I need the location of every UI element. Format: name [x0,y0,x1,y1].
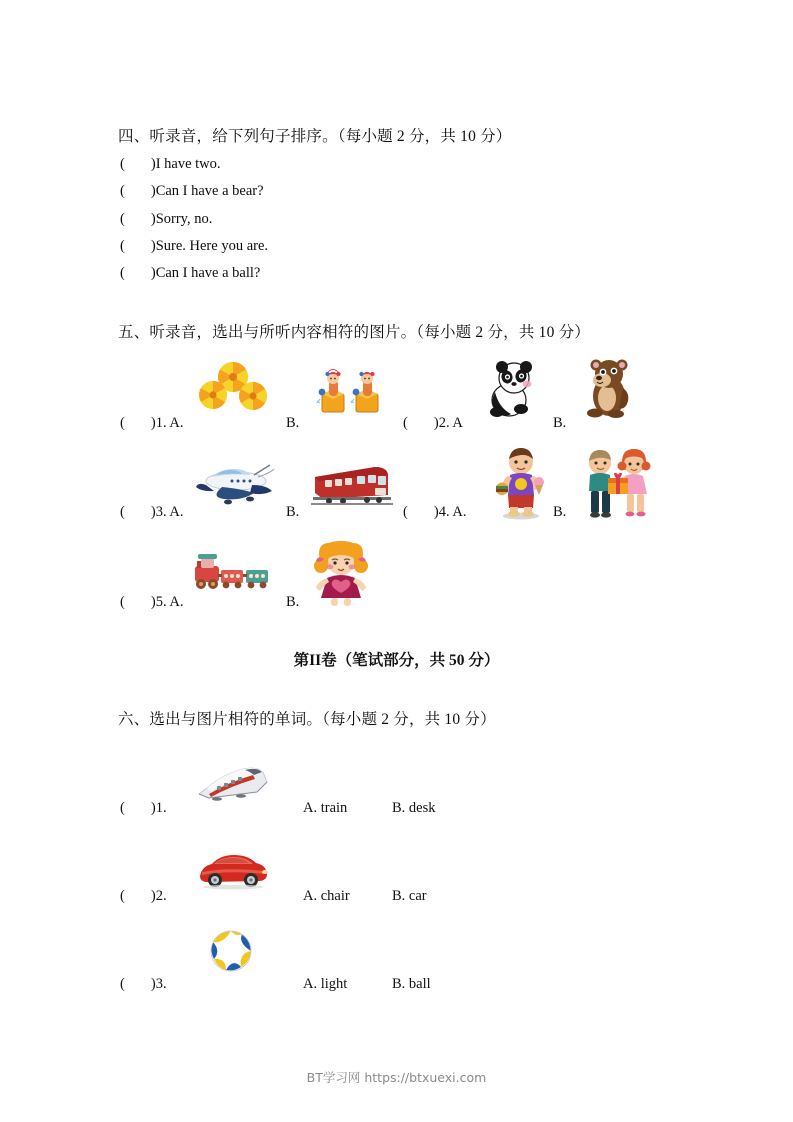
sentence-text: Can I have a bear? [155,183,264,199]
list-item [120,238,268,255]
option-a-label[interactable]: A. chair [303,888,350,904]
sentence-text: I have two. [155,156,221,172]
paper-2-title: 第II卷（笔试部分，共 50 分） [293,652,500,669]
sentence-text: Sorry, no. [155,211,213,227]
answer-blank-close: ) [150,594,156,610]
question-number: 2. [155,888,167,904]
image-three-beach-balls [196,360,272,416]
sentence-text: Can I have a ball? [155,265,261,281]
question-row [120,415,184,432]
image-red-train [309,459,395,507]
option-b-label[interactable]: B. ball [392,976,431,992]
answer-blank-open: ( [120,183,125,199]
question-row [120,976,167,993]
answer-blank-open: ( [403,415,408,431]
image-boy-with-burger-and-ice-cream [492,448,550,520]
answer-blank-open: ( [120,238,125,254]
question-number: 3. [155,504,167,520]
question-row [120,888,167,905]
image-two-jack-in-the-box-toys [316,368,384,416]
image-high-speed-train [197,764,269,802]
answer-blank-close: ) [150,888,156,904]
answer-blank-open: ( [120,594,125,610]
list-item [120,265,260,282]
option-b-label[interactable]: B. desk [392,800,436,816]
answer-blank-open: ( [120,800,125,816]
section-5-heading: 五、听录音，选出与所听内容相符的图片。（每小题 2 分，共 10 分） [118,324,591,341]
question-row [120,504,184,521]
answer-blank-close: ) [433,504,439,520]
answer-blank-open: ( [120,888,125,904]
question-number: 1. [155,800,167,816]
answer-blank-open: ( [403,504,408,520]
question-number: 4. [438,504,450,520]
answer-blank-close: ) [150,211,156,227]
question-number: 3. [155,976,167,992]
image-volleyball [208,928,254,974]
question-row [403,504,467,521]
image-red-car [196,850,270,890]
option-a-label[interactable]: A [452,415,463,431]
question-number: 2. [438,415,450,431]
option-b-label[interactable]: B. [553,415,567,431]
image-toy-train [192,550,278,594]
list-item [120,156,221,173]
question-number: 5. [155,594,167,610]
option-a-label[interactable]: A. light [303,976,348,992]
answer-blank-close: ) [150,800,156,816]
sentence-text: Sure. Here you are. [155,238,269,254]
footer-watermark: BT学习网 https://btxuexi.com [306,1070,487,1085]
answer-blank-close: ) [150,265,156,281]
option-b-label[interactable]: B. [286,594,300,610]
question-number: 1. [155,415,167,431]
answer-blank-close: ) [150,415,156,431]
image-brown-bear [583,358,635,418]
answer-blank-close: ) [150,238,156,254]
image-panda [483,360,545,418]
answer-blank-open: ( [120,211,125,227]
option-a-label[interactable]: A. [169,504,184,520]
question-row [120,800,167,817]
answer-blank-open: ( [120,976,125,992]
option-b-label[interactable]: B. [286,504,300,520]
answer-blank-open: ( [120,156,125,172]
question-row [120,594,184,611]
answer-blank-close: ) [150,183,156,199]
list-item [120,211,212,228]
option-a-label[interactable]: A. [169,415,184,431]
section-6-heading: 六、选出与图片相符的单词。（每小题 2 分，共 10 分） [118,711,496,728]
image-two-children-with-gift [578,448,658,520]
option-b-label[interactable]: B. [286,415,300,431]
option-b-label[interactable]: B. [553,504,567,520]
answer-blank-open: ( [120,415,125,431]
answer-blank-close: ) [433,415,439,431]
option-a-label[interactable]: A. [452,504,467,520]
answer-blank-open: ( [120,504,125,520]
answer-blank-close: ) [150,156,156,172]
section-4-heading: 四、听录音，给下列句子排序。（每小题 2 分，共 10 分） [118,128,512,145]
answer-blank-close: ) [150,504,156,520]
option-a-label[interactable]: A. train [303,800,348,816]
image-airplane [192,459,276,507]
image-doll [311,542,371,608]
option-a-label[interactable]: A. [169,594,184,610]
question-row [403,415,463,432]
option-b-label[interactable]: B. car [392,888,427,904]
answer-blank-close: ) [150,976,156,992]
list-item [120,183,264,200]
answer-blank-open: ( [120,265,125,281]
